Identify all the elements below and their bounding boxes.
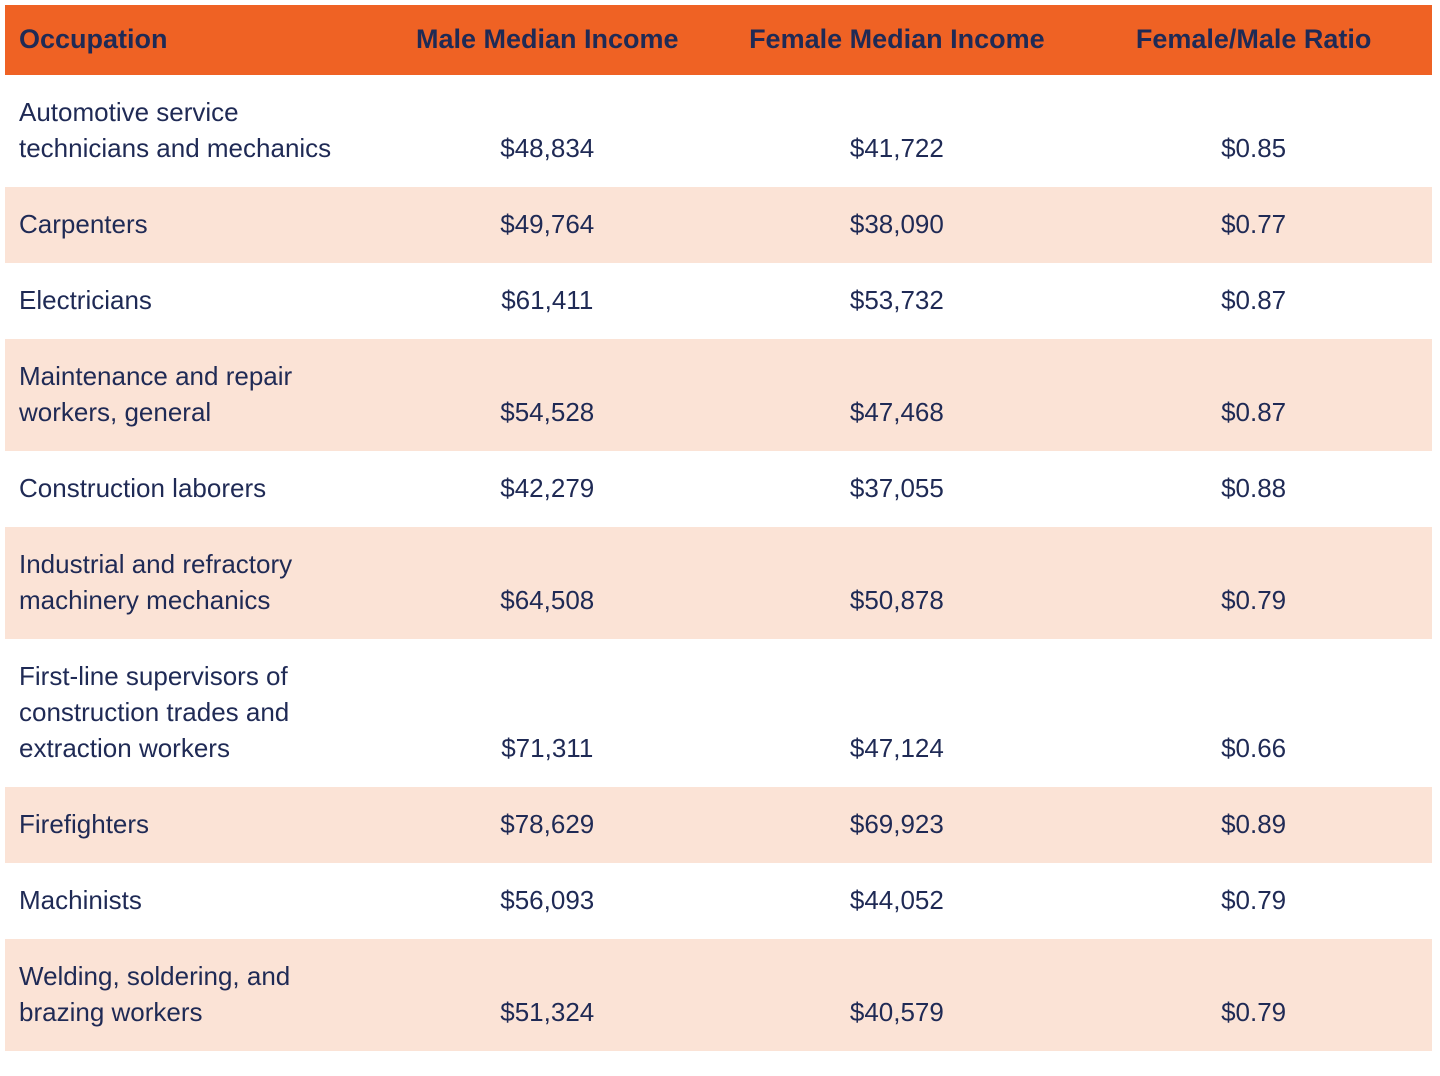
ratio-cell: $0.66 (1075, 639, 1432, 787)
table-row (5, 527, 1432, 639)
occupation-cell: Machinists (5, 863, 376, 939)
female-income-cell: $47,468 (718, 339, 1075, 451)
table-row (5, 939, 1432, 1051)
column-header-male-median-income: Male Median Income (376, 5, 718, 75)
male-income-cell: $56,093 (376, 863, 718, 939)
column-header-female-median-income: Female Median Income (718, 5, 1075, 75)
occupation-cell: Automotive service technicians and mechanics (5, 75, 376, 187)
ratio-cell: $0.85 (1075, 75, 1432, 187)
female-income-cell: $44,052 (718, 863, 1075, 939)
male-income-cell: $49,764 (376, 187, 718, 263)
ratio-cell: $0.87 (1075, 263, 1432, 339)
female-income-cell: $69,923 (718, 787, 1075, 863)
ratio-cell: $0.77 (1075, 187, 1432, 263)
table-header-row (5, 5, 1432, 75)
occupation-cell: Electricians (5, 263, 376, 339)
ratio-cell: $0.88 (1075, 451, 1432, 527)
ratio-cell: $0.79 (1075, 863, 1432, 939)
table-row (5, 75, 1432, 187)
table-row (5, 639, 1432, 787)
female-income-cell: $37,055 (718, 451, 1075, 527)
income-table (5, 5, 1432, 1051)
occupation-cell: Construction laborers (5, 451, 376, 527)
female-income-cell: $53,732 (718, 263, 1075, 339)
table-row (5, 451, 1432, 527)
occupation-cell: Firefighters (5, 787, 376, 863)
male-income-cell: $48,834 (376, 75, 718, 187)
occupation-cell: First-line supervisors of construction trades and extraction workers (5, 639, 376, 787)
column-header-occupation: Occupation (5, 5, 376, 75)
income-table-container (5, 5, 1432, 1051)
ratio-cell: $0.79 (1075, 527, 1432, 639)
male-income-cell: $51,324 (376, 939, 718, 1051)
ratio-cell: $0.89 (1075, 787, 1432, 863)
table-row (5, 187, 1432, 263)
female-income-cell: $50,878 (718, 527, 1075, 639)
occupation-cell: Welding, soldering, and brazing workers (5, 939, 376, 1051)
female-income-cell: $38,090 (718, 187, 1075, 263)
male-income-cell: $71,311 (376, 639, 718, 787)
occupation-cell: Industrial and refractory machinery mechanics (5, 527, 376, 639)
female-income-cell: $40,579 (718, 939, 1075, 1051)
ratio-cell: $0.79 (1075, 939, 1432, 1051)
table-row (5, 339, 1432, 451)
male-income-cell: $54,528 (376, 339, 718, 451)
male-income-cell: $78,629 (376, 787, 718, 863)
column-header-female-male-ratio: Female/Male Ratio (1075, 5, 1432, 75)
male-income-cell: $64,508 (376, 527, 718, 639)
table-row (5, 787, 1432, 863)
occupation-cell: Carpenters (5, 187, 376, 263)
male-income-cell: $61,411 (376, 263, 718, 339)
female-income-cell: $47,124 (718, 639, 1075, 787)
ratio-cell: $0.87 (1075, 339, 1432, 451)
table-row (5, 863, 1432, 939)
occupation-cell: Maintenance and repair workers, general (5, 339, 376, 451)
table-row (5, 263, 1432, 339)
female-income-cell: $41,722 (718, 75, 1075, 187)
male-income-cell: $42,279 (376, 451, 718, 527)
